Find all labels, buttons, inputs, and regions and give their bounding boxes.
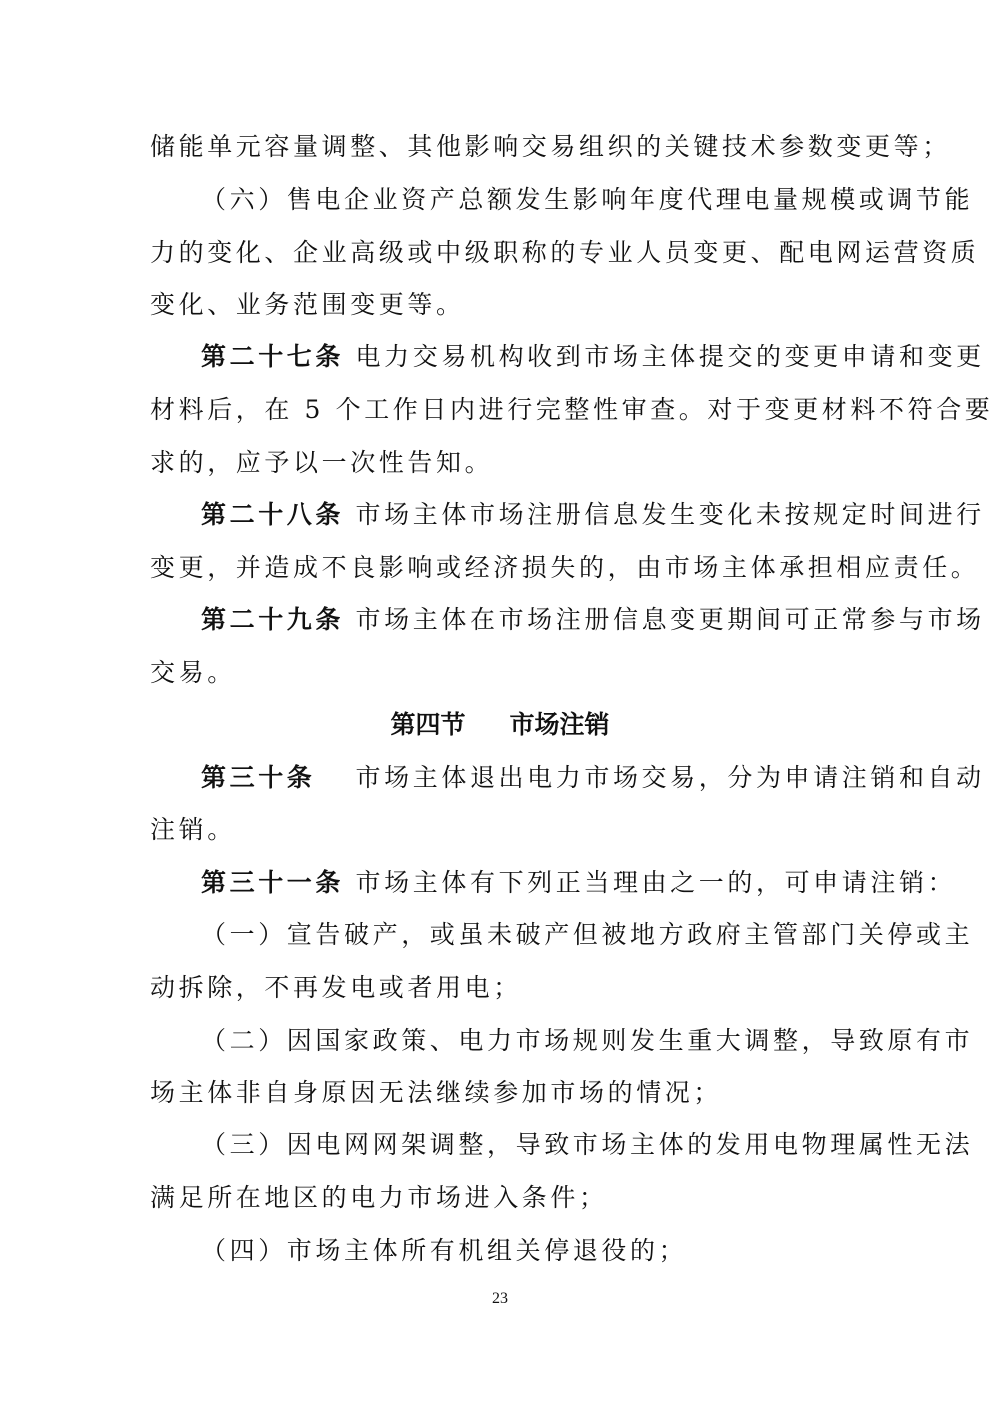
article-27-line-1	[201, 342, 985, 372]
article-29-line-2: 交易。	[150, 658, 236, 687]
article-29-title: 第二十九条	[201, 605, 345, 634]
article-31-text-1: 市场主体有下列正当理由之一的，可申请注销：	[344, 868, 957, 897]
article-31-title: 第三十一条	[201, 868, 345, 897]
article-28-line-2: 变更，并造成不良影响或经济损失的，由市场主体承担相应责任。	[150, 553, 980, 582]
article-28-text-1: 市场主体市场注册信息发生变化未按规定时间进行	[344, 500, 985, 529]
article-27-line-3: 求的，应予以一次性告知。	[150, 448, 494, 477]
article-30-title: 第三十条	[201, 763, 316, 792]
section-heading	[0, 710, 1000, 740]
article-31-item-1-line-1: （一）宣告破产，或虽未破产但被地方政府主管部门关停或主	[201, 920, 974, 949]
item-six-line-1: （六）售电企业资产总额发生影响年度代理电量规模或调节能	[201, 185, 974, 214]
body-line-1: 储能单元容量调整、其他影响交易组织的关键技术参数变更等；	[150, 132, 951, 161]
section-number: 第四节	[390, 710, 466, 739]
article-30-line-2: 注销。	[150, 815, 236, 844]
article-30-line-1	[201, 763, 985, 793]
article-27-text-1: 电力交易机构收到市场主体提交的变更申请和变更	[344, 342, 985, 371]
article-31-item-2-line-2: 场主体非自身原因无法继续参加市场的情况；	[150, 1078, 723, 1107]
article-27-title: 第二十七条	[201, 342, 345, 371]
article-31-item-4-line-1: （四）市场主体所有机组关停退役的；	[201, 1236, 688, 1265]
page-number: 23	[492, 1290, 508, 1307]
article-27-line-2: 材料后，在 5 个工作日内进行完整性审查。对于变更材料不符合要	[150, 395, 994, 424]
article-30-text-1: 市场主体退出电力市场交易，分为申请注销和自动	[315, 763, 985, 792]
article-28-title: 第二十八条	[201, 500, 345, 529]
article-28-line-1	[201, 500, 985, 530]
item-six-line-3: 变化、业务范围变更等。	[150, 290, 465, 319]
section-title: 市场注销	[509, 710, 610, 739]
article-29-line-1	[201, 605, 985, 635]
article-31-item-2-line-1: （二）因国家政策、电力市场规则发生重大调整，导致原有市	[201, 1026, 974, 1055]
article-31-item-3-line-2: 满足所在地区的电力市场进入条件；	[150, 1183, 608, 1212]
article-31-item-1-line-2: 动拆除，不再发电或者用电；	[150, 973, 522, 1002]
item-six-line-2: 力的变化、企业高级或中级职称的专业人员变更、配电网运营资质	[150, 238, 980, 267]
article-29-text-1: 市场主体在市场注册信息变更期间可正常参与市场	[344, 605, 985, 634]
article-31-line-1	[201, 868, 956, 898]
article-31-item-3-line-1: （三）因电网网架调整，导致市场主体的发用电物理属性无法	[201, 1130, 974, 1159]
